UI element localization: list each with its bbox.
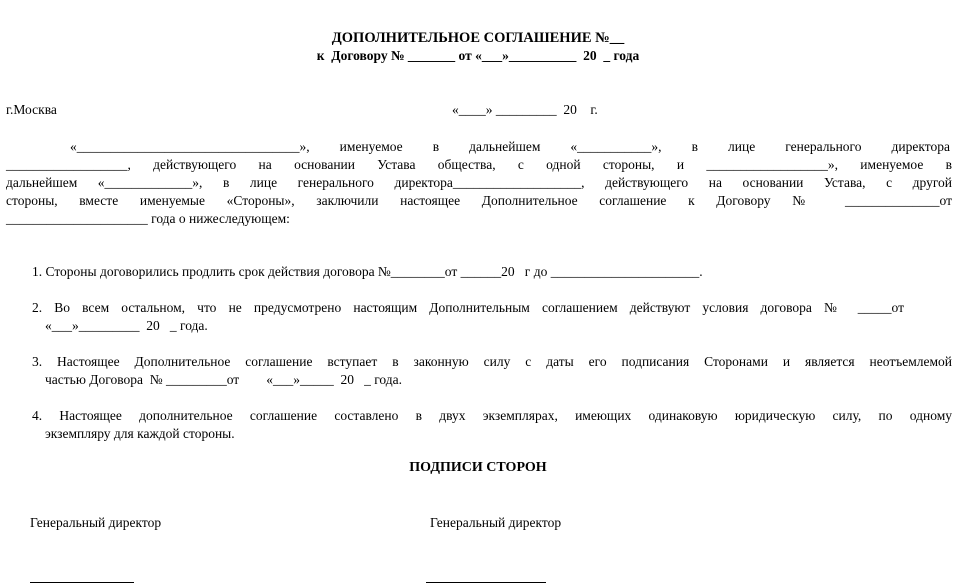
left-signatory-title: Генеральный директор — [30, 515, 162, 530]
preamble-line-2: __________________, действующего на основании Устава общества, с одной стороны, и __________________», именуемое в — [6, 157, 952, 172]
city: г.Москва — [6, 102, 57, 117]
right-signatory-title: Генеральный директор — [430, 515, 562, 530]
clause-4-line-2: экземпляру для каждой стороны. — [45, 426, 235, 441]
clause-3-line-1: 3. Настоящее Дополнительное соглашение вступает в законную силу с даты его подписания Сторонами и является неотъемлемой — [32, 354, 952, 369]
clause-4-line-1: 4. Настоящее дополнительное соглашение составлено в двух экземплярах, имеющих одинаковую юридическую силу, по одному — [32, 408, 952, 423]
document-subtitle: к Договору № _______ от «___»__________ 20 _ года — [316, 48, 640, 63]
clause-3-line-2: частью Договора № _________от «___»_____ 20 _ года. — [45, 372, 402, 387]
clause-2-line-1: 2. Во всем остальном, что не предусмотрено настоящим Дополнительным соглашением действуют условия договора № _____от — [32, 300, 904, 315]
preamble-line-1: «_________________________________», именуемое в дальнейшем «___________», в лице генерального директора — [70, 139, 950, 154]
right-signature-line — [426, 582, 546, 583]
preamble-line-4: стороны, вместе именуемые «Стороны», заключили настоящее Дополнительное соглашение к Договору № ______________от — [6, 193, 952, 208]
agreement-date: «____» _________ 20 г. — [452, 102, 598, 117]
preamble-line-3: дальнейшем «_____________», в лице генерального директора___________________, действующего на основании Устава, с другой — [6, 175, 952, 190]
left-signature-line — [30, 582, 134, 583]
clause-1: 1. Стороны договорились продлить срок действия договора №________от ______20 г до ______________________. — [32, 264, 703, 279]
signatures-heading: ПОДПИСИ СТОРОН — [409, 460, 547, 475]
document-title: ДОПОЛНИТЕЛЬНОЕ СОГЛАШЕНИЕ №__ — [331, 30, 625, 46]
preamble-line-5: _____________________ года о нижеследующем: — [6, 211, 290, 226]
clause-2-line-2: «___»_________ 20 _ года. — [45, 318, 208, 333]
